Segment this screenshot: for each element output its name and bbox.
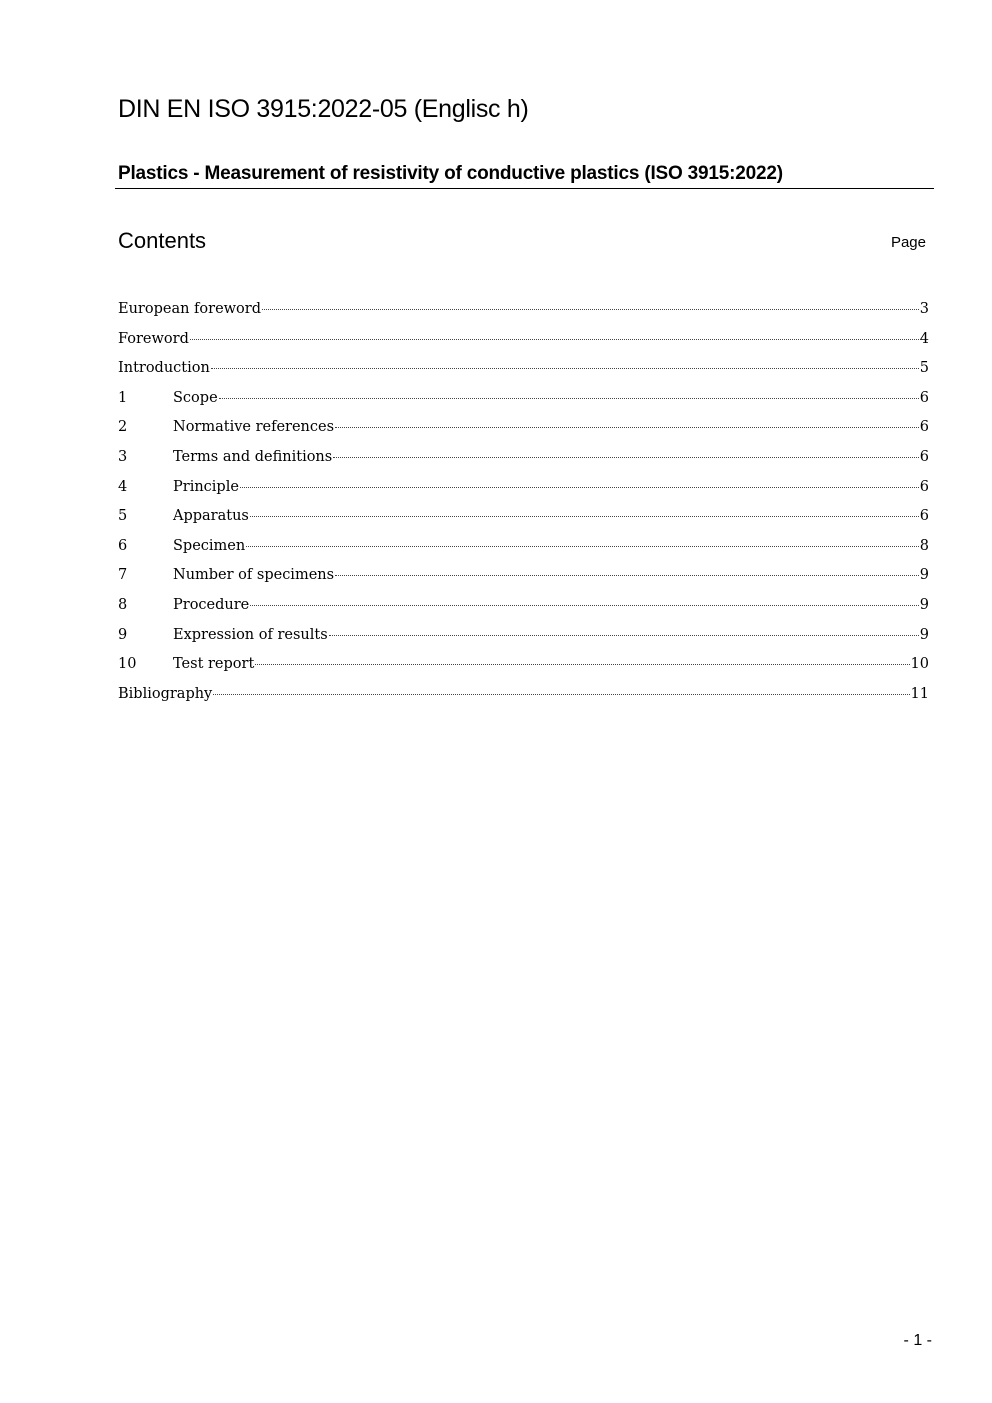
toc-entry-number: 2: [118, 419, 128, 436]
toc-entry-number: 4: [118, 478, 128, 495]
toc-entry-expression-of-results[interactable]: [118, 623, 929, 653]
toc-dot-leader: [190, 339, 919, 340]
toc-entry-label: Normative references: [173, 419, 335, 436]
toc-entry-number: 6: [118, 537, 128, 554]
toc-dot-leader: [333, 457, 919, 458]
toc-dot-leader: [329, 635, 919, 636]
toc-entry-page: 6: [919, 478, 929, 495]
toc-entry-bibliography[interactable]: [118, 682, 929, 712]
toc-entry-european-foreword[interactable]: [118, 297, 929, 327]
toc-entry-number: 8: [118, 596, 128, 613]
document-title: DIN EN ISO 3915:2022-05 (Englisc h): [118, 95, 529, 123]
toc-dot-leader: [211, 368, 919, 369]
toc-entry-label: Terms and definitions: [173, 448, 333, 465]
toc-entry-number: 9: [118, 626, 128, 643]
toc-entry-page: 6: [919, 508, 929, 525]
toc-dot-leader: [219, 398, 919, 399]
toc-entry-page: 9: [919, 626, 929, 643]
toc-dot-leader: [250, 516, 919, 517]
toc-entry-number: 5: [118, 508, 128, 525]
toc-dot-leader: [246, 546, 919, 547]
toc-entry-number-of-specimens[interactable]: [118, 563, 929, 593]
toc-dot-leader: [335, 427, 919, 428]
toc-entry-page: 6: [919, 389, 929, 406]
toc-entry-foreword[interactable]: [118, 327, 929, 357]
toc-entry-number: 3: [118, 448, 128, 465]
toc-entry-label: Foreword: [118, 330, 189, 347]
toc-entry-number: 1: [118, 389, 128, 406]
toc-dot-leader: [335, 575, 919, 576]
toc-entry-label: European foreword: [118, 301, 262, 317]
subtitle-rule: [115, 162, 934, 189]
toc-entry-number: 7: [118, 567, 128, 584]
toc-entry-principle[interactable]: [118, 475, 929, 505]
toc-entry-page: 5: [919, 360, 929, 377]
toc-entry-specimen[interactable]: [118, 534, 929, 564]
toc-entry-label: Principle: [173, 478, 239, 495]
toc-dot-leader: [262, 309, 919, 310]
toc-entry-page: 8: [919, 537, 929, 554]
toc-entry-page: 4: [919, 330, 929, 347]
toc-entry-label: Scope: [173, 389, 218, 406]
toc-entry-label: Introduction: [118, 360, 210, 377]
toc-entry-page: 9: [919, 596, 929, 613]
toc-dot-leader: [255, 664, 909, 665]
toc-entry-terms-and-definitions[interactable]: [118, 445, 929, 475]
toc-dot-leader: [240, 487, 919, 488]
toc-entry-label: Bibliography: [118, 685, 213, 702]
toc-entry-number: 10: [118, 656, 137, 673]
toc-entry-page: 10: [910, 656, 929, 673]
toc-entry-page: 3: [919, 301, 929, 317]
toc-entry-page: 9: [919, 567, 929, 584]
toc-entry-label: Test report: [173, 656, 255, 673]
toc-entry-normative-references[interactable]: [118, 415, 929, 445]
page-number: - 1 -: [903, 1332, 932, 1349]
toc-entry-label: Number of specimens: [173, 567, 335, 584]
toc-entry-procedure[interactable]: [118, 593, 929, 623]
toc-entry-label: Specimen: [173, 537, 246, 554]
toc-entry-introduction[interactable]: [118, 356, 929, 386]
toc-entry-label: Procedure: [173, 596, 250, 613]
toc-entry-apparatus[interactable]: [118, 504, 929, 534]
toc-entry-page: 6: [919, 419, 929, 436]
toc-entry-scope[interactable]: [118, 386, 929, 416]
toc-entry-page: 11: [910, 685, 929, 702]
toc-entry-label: Apparatus: [173, 508, 249, 525]
table-of-contents: [118, 297, 929, 711]
toc-entry-page: 6: [919, 448, 929, 465]
document-subtitle: Plastics - Measurement of resistivity of conductive plastics (ISO 3915:2022): [118, 163, 783, 184]
toc-dot-leader: [250, 605, 919, 606]
contents-heading: Contents: [118, 228, 207, 253]
toc-entry-test-report[interactable]: [118, 652, 929, 682]
toc-dot-leader: [213, 694, 909, 695]
toc-entry-label: Expression of results: [173, 626, 328, 643]
page-column-label: Page: [890, 234, 926, 251]
